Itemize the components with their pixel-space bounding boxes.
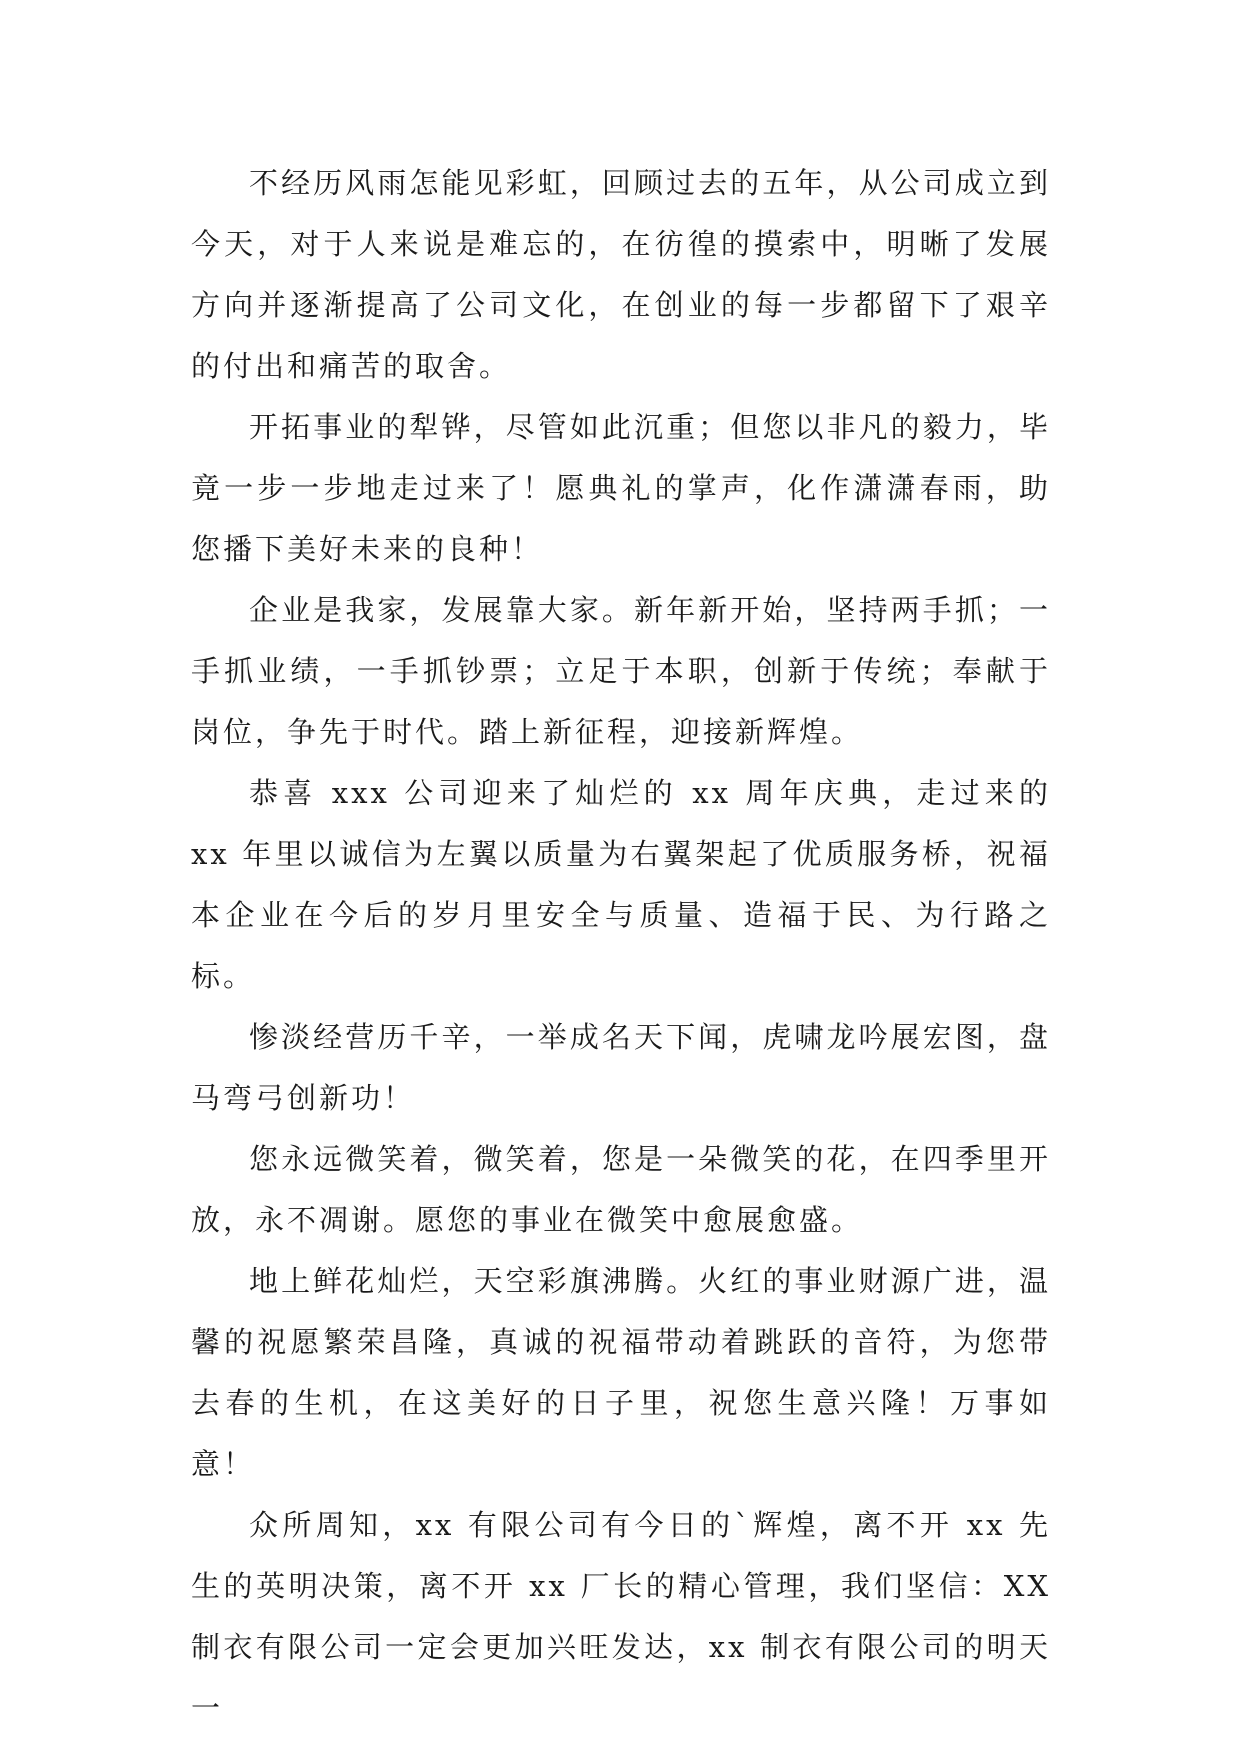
paragraph-6: 您永远微笑着，微笑着，您是一朵微笑的花，在四季里开放，永不凋谢。愿您的事业在微笑中愈展愈盛。 (191, 1142, 1051, 1237)
paragraph-5: 惨淡经营历千辛，一举成名天下闻，虎啸龙吟展宏图，盘马弯弓创新功！ (191, 1020, 1051, 1115)
document-body (191, 153, 1051, 1739)
paragraph-2: 开拓事业的犁铧，尽管如此沉重；但您以非凡的毅力，毕竟一步一步地走过来了！愿典礼的掌声，化作潇潇春雨，助您播下美好未来的良种！ (191, 410, 1051, 566)
paragraph-1: 不经历风雨怎能见彩虹，回顾过去的五年，从公司成立到今天，对于人来说是难忘的，在彷徨的摸索中，明晰了发展方向并逐渐提高了公司文化，在创业的每一步都留下了艰辛的付出和痛苦的取舍。 (191, 166, 1051, 383)
paragraph-3: 企业是我家，发展靠大家。新年新开始，坚持两手抓；一手抓业绩，一手抓钞票；立足于本职，创新于传统；奉献于岗位，争先于时代。踏上新征程，迎接新辉煌。 (191, 593, 1051, 749)
paragraph-7: 地上鲜花灿烂，天空彩旗沸腾。火红的事业财源广进，温馨的祝愿繁荣昌隆，真诚的祝福带动着跳跃的音符，为您带去春的生机，在这美好的日子里，祝您生意兴隆！万事如意！ (191, 1264, 1051, 1481)
paragraph-8: 众所周知，xx 有限公司有今日的`辉煌，离不开 xx 先生的英明决策，离不开 xx 厂长的精心管理，我们坚信：XX 制衣有限公司一定会更加兴旺发达，xx 制衣有限公司的明天一 (191, 1508, 1051, 1725)
paragraph-4: 恭喜 xxx 公司迎来了灿烂的 xx 周年庆典，走过来的 xx 年里以诚信为左翼以质量为右翼架起了优质服务桥，祝福本企业在今后的岁月里安全与质量、造福于民、为行路之标。 (191, 776, 1051, 993)
